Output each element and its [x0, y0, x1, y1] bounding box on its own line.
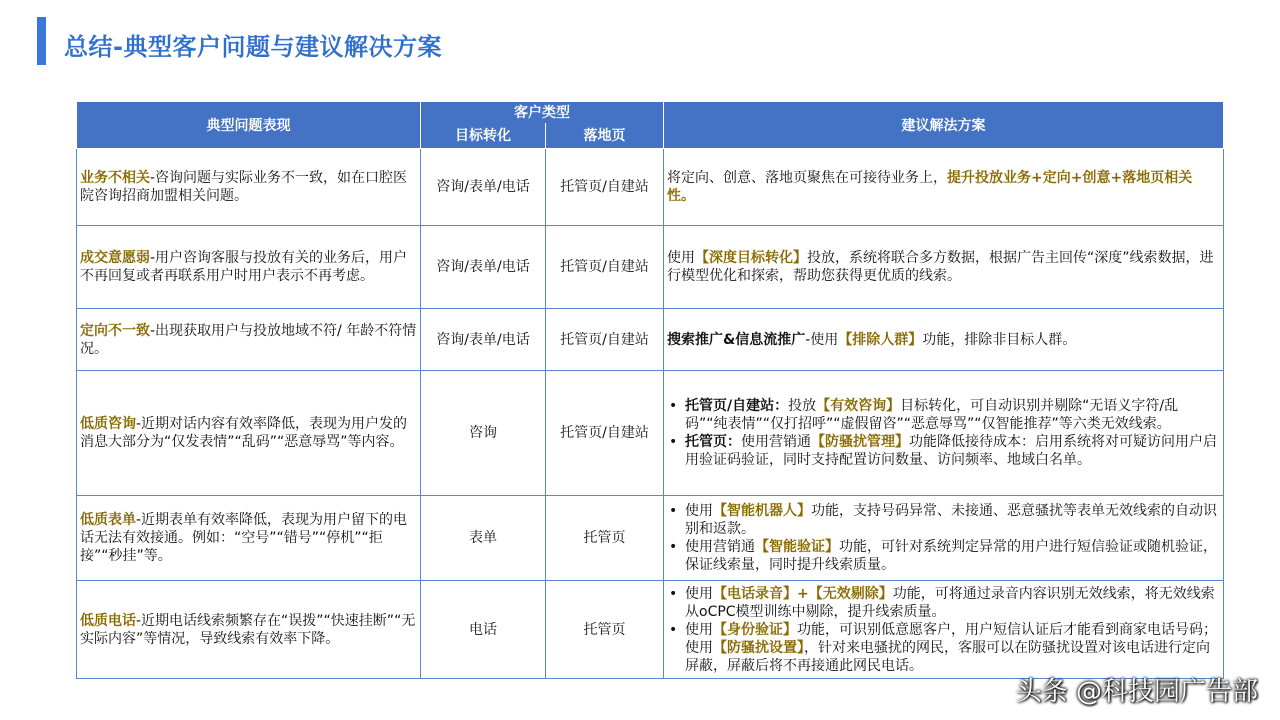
problem-key: 低质咨询 [80, 416, 136, 432]
problem-text: -咨询问题与实际业务不一致，如在口腔医院咨询招商加盟相关问题。 [80, 170, 408, 204]
table-row [77, 226, 1224, 309]
landing-cell: 托管页/自建站 [546, 371, 664, 496]
list-item [667, 433, 1220, 469]
solution-cell [664, 226, 1224, 309]
list-item [667, 502, 1220, 538]
solution-bold: 托管页： [685, 434, 741, 450]
problem-key: 业务不相关 [80, 170, 150, 186]
solution-text: 功能，排除非目标人群。 [922, 331, 1077, 348]
solution-text: 功能，可针对系统判定异常的用户进行短信验证或随机验证，保证线索量，同时提升线索质量。 [685, 539, 1217, 573]
solution-text: ，针对来电骚扰的网民，客服可以在防骚扰设置对该电话进行定向屏蔽，屏蔽后将不再接通此网民电话。 [685, 639, 1210, 674]
problem-cell [77, 371, 421, 496]
solution-highlight: 【智能验证】 [755, 539, 839, 555]
goal-cell: 咨询/表单/电话 [421, 226, 546, 309]
solution-text: 功能降低接待成本：启用系统将对可疑访问用户启用验证码验证，同时支持配置访问数量、访问频率、地域白名单。 [685, 434, 1217, 468]
goal-cell: 咨询/表单/电话 [421, 309, 546, 371]
landing-cell: 托管页 [546, 581, 664, 679]
title-accent-bar [37, 17, 46, 65]
solution-text: 投放 [788, 398, 817, 414]
problem-text: -出现获取用户与投放地域不符/ 年龄不符情况。 [80, 322, 417, 357]
problem-text: -近期对话内容有效率降低，表现为用户发的消息大部分为“仅发表情”“乱码”“恶意辱骂”等内容。 [80, 416, 408, 450]
header-goal: 目标转化 [421, 123, 546, 149]
watermark: 头条 @科技园广告部 [1015, 677, 1258, 707]
solution-highlight: 【智能机器人】 [713, 503, 811, 519]
bullet-icon: • [669, 503, 678, 519]
solution-text: 使用营销通 [685, 539, 755, 555]
table-row [77, 581, 1224, 679]
list-item [667, 538, 1220, 574]
problem-text: -近期电话线索频繁存在“误拨”“快速挂断”“无实际内容”等情况，导致线索有效率下降。 [80, 612, 416, 647]
solution-text: 使用 [685, 503, 713, 519]
solution-cell [664, 309, 1224, 371]
solution-text: 使用营销通 [741, 434, 811, 450]
bullet-icon: • [669, 539, 678, 555]
problem-cell [77, 309, 421, 371]
solution-text: 功能，可将通过录音内容识别无效线索，将无效线索从oCPC模型训练中剔除，提升线索质量。 [685, 585, 1215, 620]
landing-cell: 托管页/自建站 [546, 309, 664, 371]
solution-highlight: 提升投放业务+定向+创意+落地页相关性。 [667, 170, 1193, 204]
solution-text: 投放，系统将联合多方数据，根据广告主回传“深度”线索数据，进行模型优化和探索，帮助您获得更优质的线索。 [667, 250, 1214, 284]
solution-highlight: 【排除人群】 [838, 331, 923, 348]
table-row [77, 309, 1224, 371]
solution-highlight: 【防骚扰设置】 [713, 639, 804, 656]
goal-cell: 电话 [421, 581, 546, 679]
solution-bold: 搜索推广&信息流推广 [667, 331, 806, 348]
problem-text: -用户咨询客服与投放有关的业务后，用户不再回复或者再联系用户时用户表示不再考虑。 [80, 250, 408, 284]
bullet-icon: • [669, 621, 678, 638]
solution-highlight: 【有效咨询】 [816, 398, 901, 414]
problem-cell [77, 496, 421, 581]
header-solution: 建议解法方案 [664, 102, 1224, 149]
solution-list [667, 397, 1220, 469]
solution-text: 使用 [667, 250, 695, 266]
header-landing: 落地页 [546, 123, 664, 149]
problem-key: 低质表单 [80, 512, 136, 528]
solution-cell [664, 371, 1224, 496]
list-item [667, 621, 1220, 675]
problem-cell [77, 226, 421, 309]
table-row [77, 149, 1224, 226]
bullet-icon: • [669, 434, 678, 450]
solution-highlight: 【电话录音】+【无效剔除】 [713, 585, 893, 602]
problem-cell [77, 581, 421, 679]
solution-text: 使用 [685, 585, 713, 602]
solution-text: 目标转化，可自动识别并剔除“无语义字符/乱码”“纯表情”“仅打招呼”“虚假留咨”“恶意辱骂”“仅智能推荐”等六类无效线索。 [685, 398, 1179, 432]
solution-cell [664, 149, 1224, 226]
solution-highlight: 【身份验证】 [713, 621, 797, 638]
solution-bold: 托管页/自建站： [685, 398, 789, 414]
solution-list [667, 585, 1220, 675]
header-customer-type: 客户类型 [421, 102, 664, 123]
bullet-icon: • [669, 398, 678, 414]
solution-text: 功能，可识别低意愿客户，用户短信认证后才能看到商家电话号码；使用 [685, 621, 1217, 656]
solution-text: 使用 [685, 621, 713, 638]
header-problem: 典型问题表现 [77, 102, 421, 149]
solution-text: 功能，支持号码异常、未接通、恶意骚扰等表单无效线索的自动识别和返款。 [685, 503, 1217, 537]
landing-cell: 托管页/自建站 [546, 149, 664, 226]
problem-key: 定向不一致 [80, 322, 150, 339]
goal-cell: 咨询/表单/电话 [421, 149, 546, 226]
list-item [667, 585, 1220, 621]
solution-text: 将定向、创意、落地页聚焦在可接待业务上， [667, 170, 947, 186]
solution-cell [664, 581, 1224, 679]
problem-key: 低质电话 [80, 612, 136, 629]
summary-table [76, 101, 1224, 679]
solution-highlight: 【深度目标转化】 [695, 250, 807, 266]
problem-cell [77, 149, 421, 226]
solution-highlight: 【防骚扰管理】 [811, 434, 909, 450]
page-title: 总结-典型客户问题与建议解决方案 [64, 33, 442, 61]
solution-cell [664, 496, 1224, 581]
table-row [77, 371, 1224, 496]
landing-cell: 托管页/自建站 [546, 226, 664, 309]
table-row [77, 496, 1224, 581]
list-item [667, 397, 1220, 433]
goal-cell: 咨询 [421, 371, 546, 496]
landing-cell: 托管页 [546, 496, 664, 581]
bullet-icon: • [669, 585, 678, 602]
problem-key: 成交意愿弱 [80, 250, 150, 266]
solution-text: -使用 [805, 331, 839, 348]
solution-list [667, 502, 1220, 574]
problem-text: -近期表单有效率降低，表现为用户留下的电话无法有效接通。例如：“空号”“错号”“停机”“拒接”“秒挂”等。 [80, 512, 408, 564]
goal-cell: 表单 [421, 496, 546, 581]
